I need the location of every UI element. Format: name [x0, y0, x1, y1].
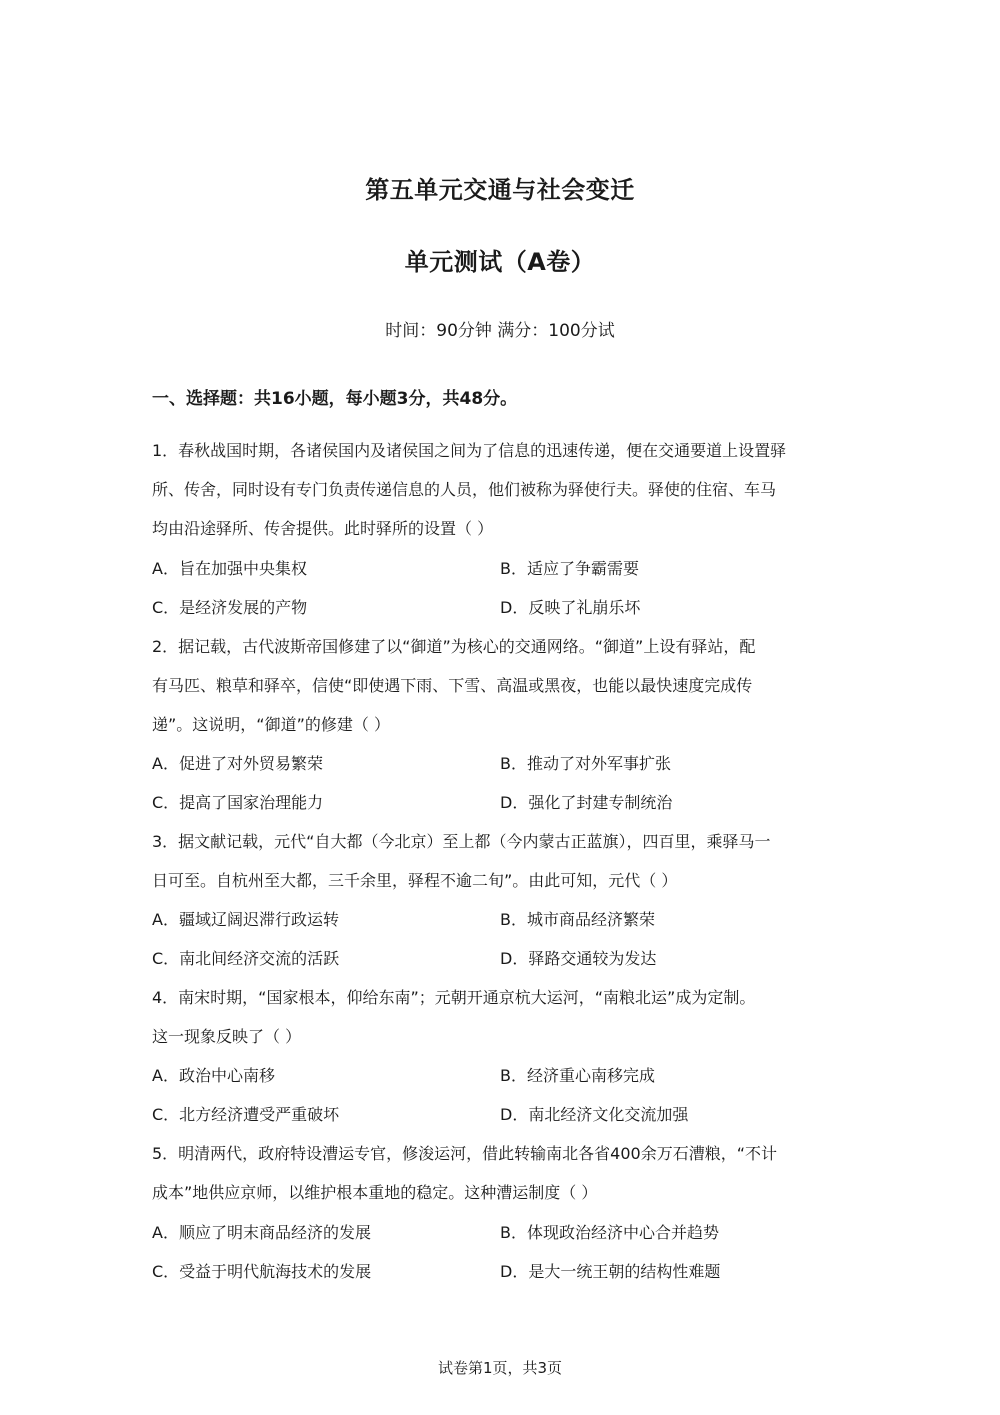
question-text-line: 均由沿途驿所、传舍提供。此时驿所的设置（ ） — [152, 519, 494, 538]
page-title: 第五单元交通与社会变迁 — [365, 176, 635, 204]
option-d[interactable]: D．是大一统王朝的结构性难题 — [500, 1262, 721, 1281]
option-c[interactable]: C．受益于明代航海技术的发展 — [152, 1262, 372, 1281]
option-d[interactable]: D．驿路交通较为发达 — [500, 949, 657, 968]
option-a[interactable]: A．旨在加强中央集权 — [152, 559, 307, 578]
option-c[interactable]: C．北方经济遭受严重破坏 — [152, 1105, 340, 1124]
option-a[interactable]: A．疆域辽阔迟滞行政运转 — [152, 910, 339, 929]
question-text-line: 5．明清两代，政府特设漕运专官，修浚运河，借此转输南北各省400余万石漕粮，“不计 — [152, 1144, 778, 1163]
question-text-line: 4．南宋时期，“国家根本，仰给东南”；元朝开通京杭大运河，“南粮北运”成为定制。 — [152, 988, 756, 1007]
question-text-line: 所、传舍，同时设有专门负责传递信息的人员，他们被称为驿使行夫。驿使的住宿、车马 — [152, 480, 777, 499]
page-footer: 试卷第1页，共3页 — [437, 1359, 563, 1377]
question-text-line: 3．据文献记载，元代“自大都（今北京）至上都（今内蒙古正蓝旗），四百里，乘驿马一 — [152, 832, 771, 851]
question-text-line: 日可至。自杭州至大都，三千余里，驿程不逾二旬”。由此可知，元代（ ） — [152, 871, 678, 890]
option-c[interactable]: C．提高了国家治理能力 — [152, 793, 324, 812]
option-b[interactable]: B．适应了争霸需要 — [500, 559, 639, 578]
option-b[interactable]: B．经济重心南移完成 — [500, 1066, 655, 1085]
question-text-line: 递”。这说明，“御道”的修建（ ） — [152, 715, 390, 734]
option-a[interactable]: A．促进了对外贸易繁荣 — [152, 754, 323, 773]
question-text-line: 1．春秋战国时期，各诸侯国内及诸侯国之间为了信息的迅速传递，便在交通要道上设置驿 — [152, 441, 787, 460]
option-c[interactable]: C．南北间经济交流的活跃 — [152, 949, 340, 968]
option-c[interactable]: C．是经济发展的产物 — [152, 598, 308, 617]
question-text-line: 成本”地供应京师，以维护根本重地的稳定。这种漕运制度（ ） — [152, 1183, 598, 1202]
option-d[interactable]: D．南北经济文化交流加强 — [500, 1105, 689, 1124]
option-d[interactable]: D．强化了封建专制统治 — [500, 793, 673, 812]
option-b[interactable]: B．推动了对外军事扩张 — [500, 754, 671, 773]
option-a[interactable]: A．政治中心南移 — [152, 1066, 275, 1085]
question-text-line: 这一现象反映了（ ） — [152, 1027, 302, 1046]
page-subtitle: 单元测试（A卷） — [404, 248, 596, 276]
exam-meta: 时间：90分钟 满分：100分试 — [385, 321, 615, 341]
option-a[interactable]: A．顺应了明末商品经济的发展 — [152, 1223, 371, 1242]
question-text-line: 有马匹、粮草和驿卒，信使“即使遇下雨、下雪、高温或黑夜，也能以最快速度完成传 — [152, 676, 753, 695]
option-b[interactable]: B．城市商品经济繁荣 — [500, 910, 655, 929]
option-d[interactable]: D．反映了礼崩乐坏 — [500, 598, 641, 617]
option-b[interactable]: B．体现政治经济中心合并趋势 — [500, 1223, 719, 1242]
question-text-line: 2．据记载，古代波斯帝国修建了以“御道”为核心的交通网络。“御道”上设有驿站，配 — [152, 637, 756, 656]
section-heading: 一、选择题：共16小题，每小题3分，共48分。 — [152, 389, 518, 409]
